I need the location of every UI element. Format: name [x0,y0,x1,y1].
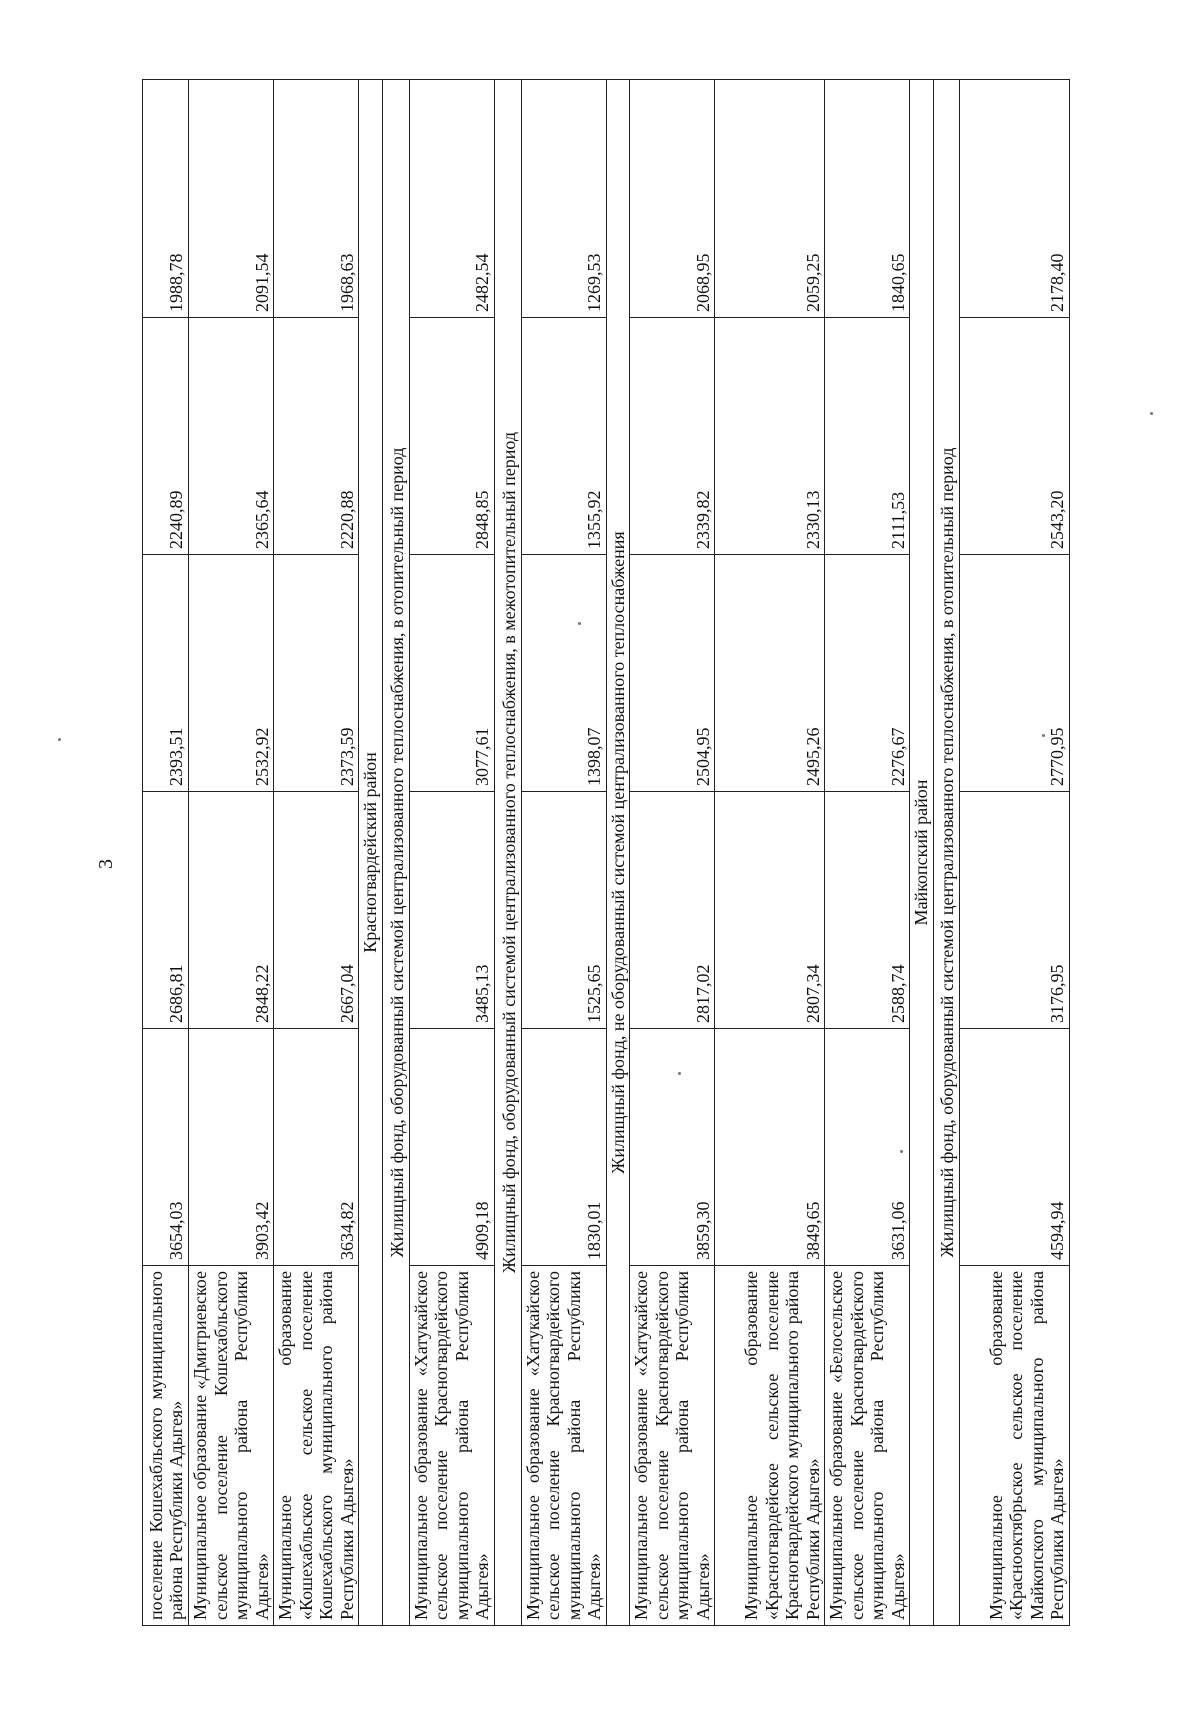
tariff-value: 2373,59 [274,555,359,792]
tariff-value: 1830,01 [521,1029,606,1266]
tariff-value: 1398,07 [521,555,606,792]
scan-speck [678,1072,681,1075]
municipality-name: Муниципальное образование «Красногвардейское сельское поселение Красногвардейского муниципального района Республики Адыгея» [715,1266,825,1626]
municipality-name: поселение Кошехабльского муниципального района Республики Адыгея» [143,1266,189,1626]
tariff-value: 2504,95 [630,555,715,792]
scan-speck [1150,412,1153,415]
scan-speck [900,1150,903,1153]
tariff-value: 2059,25 [715,80,825,318]
tariff-value: 3634,82 [274,1029,359,1266]
municipality-name: Муниципальное образование «Дмитриевское сельское поселение Кошехабльского муниципального района Республики Адыгея» [189,1266,274,1626]
tariff-value: 2178,40 [959,80,1069,318]
tariff-value: 3485,13 [409,792,494,1029]
municipality-name: Муниципальное образование «Краснооктябрьское сельское поселение Майкопского муниципального района Республики Адыгея» [959,1266,1069,1626]
section-heading: Майкопский район [910,80,934,1626]
municipality-name: Муниципальное образование «Хатукайское сельское поселение Красногвардейского муниципального района Республики Адыгея» [630,1266,715,1626]
tariff-value: 3631,06 [825,1029,910,1266]
section-heading: Жилищный фонд, оборудованный системой централизованного теплоснабжения, в межотопительный период [494,80,521,1626]
tariff-value: 2393,51 [143,555,189,792]
table-row [143,80,189,1626]
table-row [409,80,494,1626]
tariff-value: 1525,65 [521,792,606,1029]
table-row [825,80,910,1626]
section-heading: Жилищный фонд, оборудованный системой централизованного теплоснабжения, в отопительный период [382,80,409,1626]
section-row [494,80,521,1626]
tariff-value: 3903,42 [189,1029,274,1266]
section-heading: Жилищный фонд, не оборудованный системой централизованного теплоснабжения [606,80,630,1626]
tariff-value: 2365,64 [189,318,274,555]
municipality-name: Муниципальное образование «Белосельское сельское поселение Красногвардейского муниципального района Республики Адыгея» [825,1266,910,1626]
scan-speck [58,738,61,741]
tariff-value: 1355,92 [521,318,606,555]
table-row [189,80,274,1626]
tariff-value: 2482,54 [409,80,494,318]
page-number: 3 [95,859,117,869]
tariff-value: 2770,95 [959,555,1069,792]
tariff-table [142,79,1070,1626]
table-row [521,80,606,1626]
tariff-value: 2817,02 [630,792,715,1029]
table-row [630,80,715,1626]
section-row [933,80,959,1626]
tariff-value: 2532,92 [189,555,274,792]
tariff-value: 4594,94 [959,1029,1069,1266]
tariff-value: 2495,26 [715,555,825,792]
scan-speck [578,622,581,625]
table-row [959,80,1069,1626]
tariff-value: 3077,61 [409,555,494,792]
tariff-value: 2276,67 [825,555,910,792]
tariff-table-container [142,80,1068,1626]
tariff-value: 3176,95 [959,792,1069,1029]
tariff-value: 2068,95 [630,80,715,318]
tariff-value: 2667,04 [274,792,359,1029]
tariff-value: 2686,81 [143,792,189,1029]
tariff-value: 2339,82 [630,318,715,555]
scan-speck [1042,734,1045,737]
tariff-value: 4909,18 [409,1029,494,1266]
municipality-name: Муниципальное образование «Хатукайское сельское поселение Красногвардейского муниципального района Республики Адыгея» [521,1266,606,1626]
tariff-value: 1988,78 [143,80,189,318]
tariff-value: 2588,74 [825,792,910,1029]
table-row [274,80,359,1626]
tariff-value: 2111,53 [825,318,910,555]
section-heading: Красногвардейский район [359,80,383,1626]
section-row [606,80,630,1626]
tariff-value: 2220,88 [274,318,359,555]
tariff-value: 2848,22 [189,792,274,1029]
section-row [910,80,934,1626]
tariff-value: 2330,13 [715,318,825,555]
table-row [715,80,825,1626]
tariff-value: 2091,54 [189,80,274,318]
municipality-name: Муниципальное образование «Кошехабльское сельское поселение Кошехабльского муниципального района Республики Адыгея» [274,1266,359,1626]
section-row [359,80,383,1626]
tariff-value: 1968,63 [274,80,359,318]
section-row [382,80,409,1626]
municipality-name: Муниципальное образование «Хатукайское сельское поселение Красногвардейского муниципального района Республики Адыгея» [409,1266,494,1626]
tariff-value: 3654,03 [143,1029,189,1266]
tariff-value: 1269,53 [521,80,606,318]
tariff-value: 2543,20 [959,318,1069,555]
tariff-value: 3849,65 [715,1029,825,1266]
section-heading: Жилищный фонд, оборудованный системой централизованного теплоснабжения, в отопительный период [933,80,959,1626]
tariff-value: 2848,85 [409,318,494,555]
tariff-value: 1840,65 [825,80,910,318]
tariff-value: 3859,30 [630,1029,715,1266]
tariff-value: 2807,34 [715,792,825,1029]
tariff-value: 2240,89 [143,318,189,555]
